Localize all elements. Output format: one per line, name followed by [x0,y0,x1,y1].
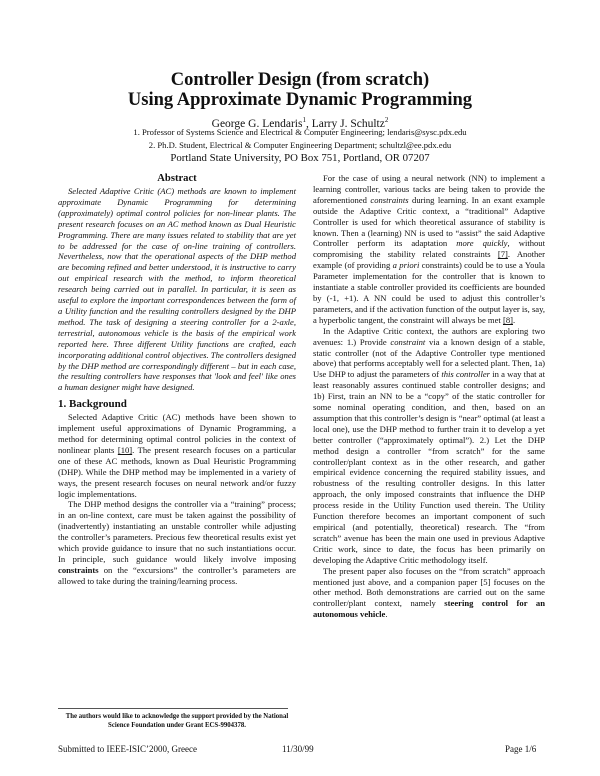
paper-title-line-2: Using Approximate Dynamic Programming [127,90,473,110]
italic-term: more quickly [456,238,508,249]
text-run: via a known design of a stable, static controller (not of the Adaptive Controller type mentioned above) that performs acceptably well for a selected plant. Then, 1a) Use DHP to adjust the parameters of [313,336,545,380]
text-run: , without compromising the stability related constraints [313,238,545,260]
text-run: For the case of using a neural network (NN) to implement a learning controller, various tacks are being taken to provide the aforementioned [313,173,545,205]
reference-link[interactable]: [7] [497,249,508,260]
text-run: during learning. In an exant example outside the Adaptive Critic context, a “traditional” Adaptive Controller is used for which theoretical assurance of stability is known. Then a (learning) NN is used to “assist” the said Adaptive Controller perform its adaptation [313,194,545,249]
text-run: on the “excursions” the controller’s parameters are allowed to take during the training/learning process. [58,564,296,586]
right-paragraph-3 [313,566,545,621]
footer-date: 11/30/99 [282,744,314,754]
text-run: constraints) could be to use a Youla Parameter implementation for the controller that is known to instantiate a stable controller provided its coefficients are bounded by (-1, +1). A NN could be used to adjust this controller’s parameters, and if the activation function of the output layer is, say, a hyperbolic tangent, the constraint will always be met [313,260,545,325]
abstract-heading: Abstract [157,173,197,184]
section-heading-background: 1. Background [58,398,127,411]
italic-term: constraint [390,336,426,347]
reference-link[interactable]: [8] [502,314,513,325]
author-1: George G. Lendaris [211,117,303,130]
text-run: The present paper also focuses on the “from scratch” approach mentioned just above, and a companion paper [5] focuses on the other method. Both demonstrations are carried out on the same controller/plant context, namely [313,565,545,609]
italic-term: constraints [370,194,409,205]
right-paragraph-1 [313,173,545,326]
right-paragraph-2 [313,326,545,566]
italic-term: a priori [392,260,420,271]
reference-link[interactable]: [10] [117,444,133,455]
bold-term: constraints [58,564,99,575]
abstract-text: Selected Adaptive Critic (AC) methods are known to implement approximate Dynamic Programming for determining (approximately) optimal control policies for non-linear plants. The present research focuses on an AC method known as Dual Heuristic Programming. There are many issues related to stability that are yet to be addressed for the case of on-line training of controllers. Nevertheless, now that the operational aspects of the DHP method are becoming refined and better understood, it is instructive to carry out empirical research with the method, to inform theoretical research being carried out in parallel. In particular, it is seen as useful to explore the important correspondences between the form of a Utility function and the resulting controllers designed by the DHP method. The task of designing a steering controller for a 2-axle, terrestrial, autonomous vehicle is the basis of the empirical work reported here. Three different Utility functions are crafted, each incorporating additional control objectives. The controllers designed by the DHP method are correspondingly different – but in each case, the resulting controllers have responses that 'look and feel' like ones a human designer might have designed. [58,186,296,393]
paper-title-line-1: Controller Design (from scratch) [170,70,430,90]
author-2-superscript: 2 [384,116,389,124]
right-column [313,173,545,620]
affiliation-2: 2. Ph.D. Student, Electrical & Computer Engineering Department; schultzl@ee.pdx.edu [148,140,452,150]
text-run: . [513,314,516,325]
left-column [58,172,296,587]
text-run: . Another example (of providing [313,249,545,271]
text-run: in a way that at least reasonably assures continued stable controller designs; and 1b) First, train an NN to be a “copy” of the static controller for some nominal operating condition, and then, based on an assumption that this controller’s design is “near” optimal (at least a local one), use the DHP method to further train it to develop a yet better controller (“approximately optimal”). 2.) Let the DHP method design a controller “from scratch” for the same controller/plant context as in the other research, and gather empirical evidence concerning the required stability issues, and robustness of the resulting controller designs. In this latter approach, the only imposed constraints that influence the DHP process reside in the Utility Function used therein. The Utility Function therefore becomes an important component of such empirical (and potentially, theoretical) research. The “from scratch” avenue has been the main one used in previous Adaptive Critic work, since to date, the focus has been primarily on developing the Adaptive Critic methodology itself. [313,369,545,565]
author-1-superscript: 1 [302,116,306,124]
text-run: . [385,609,388,620]
footer-page-number: Page 1/6 [505,744,537,754]
author-2: , Larry J. Schultz [305,117,385,130]
affiliation-1: 1. Professor of Systems Science and Electrical & Computer Engineering; lendaris@sysc.pdx.edu [133,127,467,137]
text-run: . The present research focuses on a particular one of these AC methods, known as Dual Heuristic Programming (DHP). While the DHP method may be implemented in a variety of ways, the present research focuses on neural network and/or fuzzy logic implementations. [58,444,296,499]
footer-submission: Submitted to IEEE-ISIC’2000, Greece [58,744,197,754]
acknowledgement-footnote: The authors would like to acknowledge the support provided by the National Science Foundation under Grant ECS-9904378. [65,713,289,729]
italic-term: this controller [441,369,490,380]
text-run: Selected Adaptive Critic (AC) methods have been shown to implement useful approximations of Dynamic Programming, a method for determining optimal control policies in the context of nonlinear plants [58,412,296,455]
footnote-divider [58,708,288,709]
text-run: In the Adaptive Critic context, the authors are exploring two avenues: 1.) Provide [313,325,545,347]
university-address: Portland State University, PO Box 751, Portland, OR 07207 [170,152,430,164]
background-paragraph-1 [58,412,296,499]
text-run: The DHP method designs the controller via a “training” process; in an on-line context, care must be taken against the possibility of (inadvertently) instantiating an unstable controller while adjusting the controller’s parameters. Precious few theoretical results exist yet which provide guidance to insure that no such instantiations occur. In principle, such guidance would likely involve imposing [58,499,296,564]
background-paragraph-2 [58,499,296,586]
bold-term: steering control for an autonomous vehicle [313,598,545,620]
